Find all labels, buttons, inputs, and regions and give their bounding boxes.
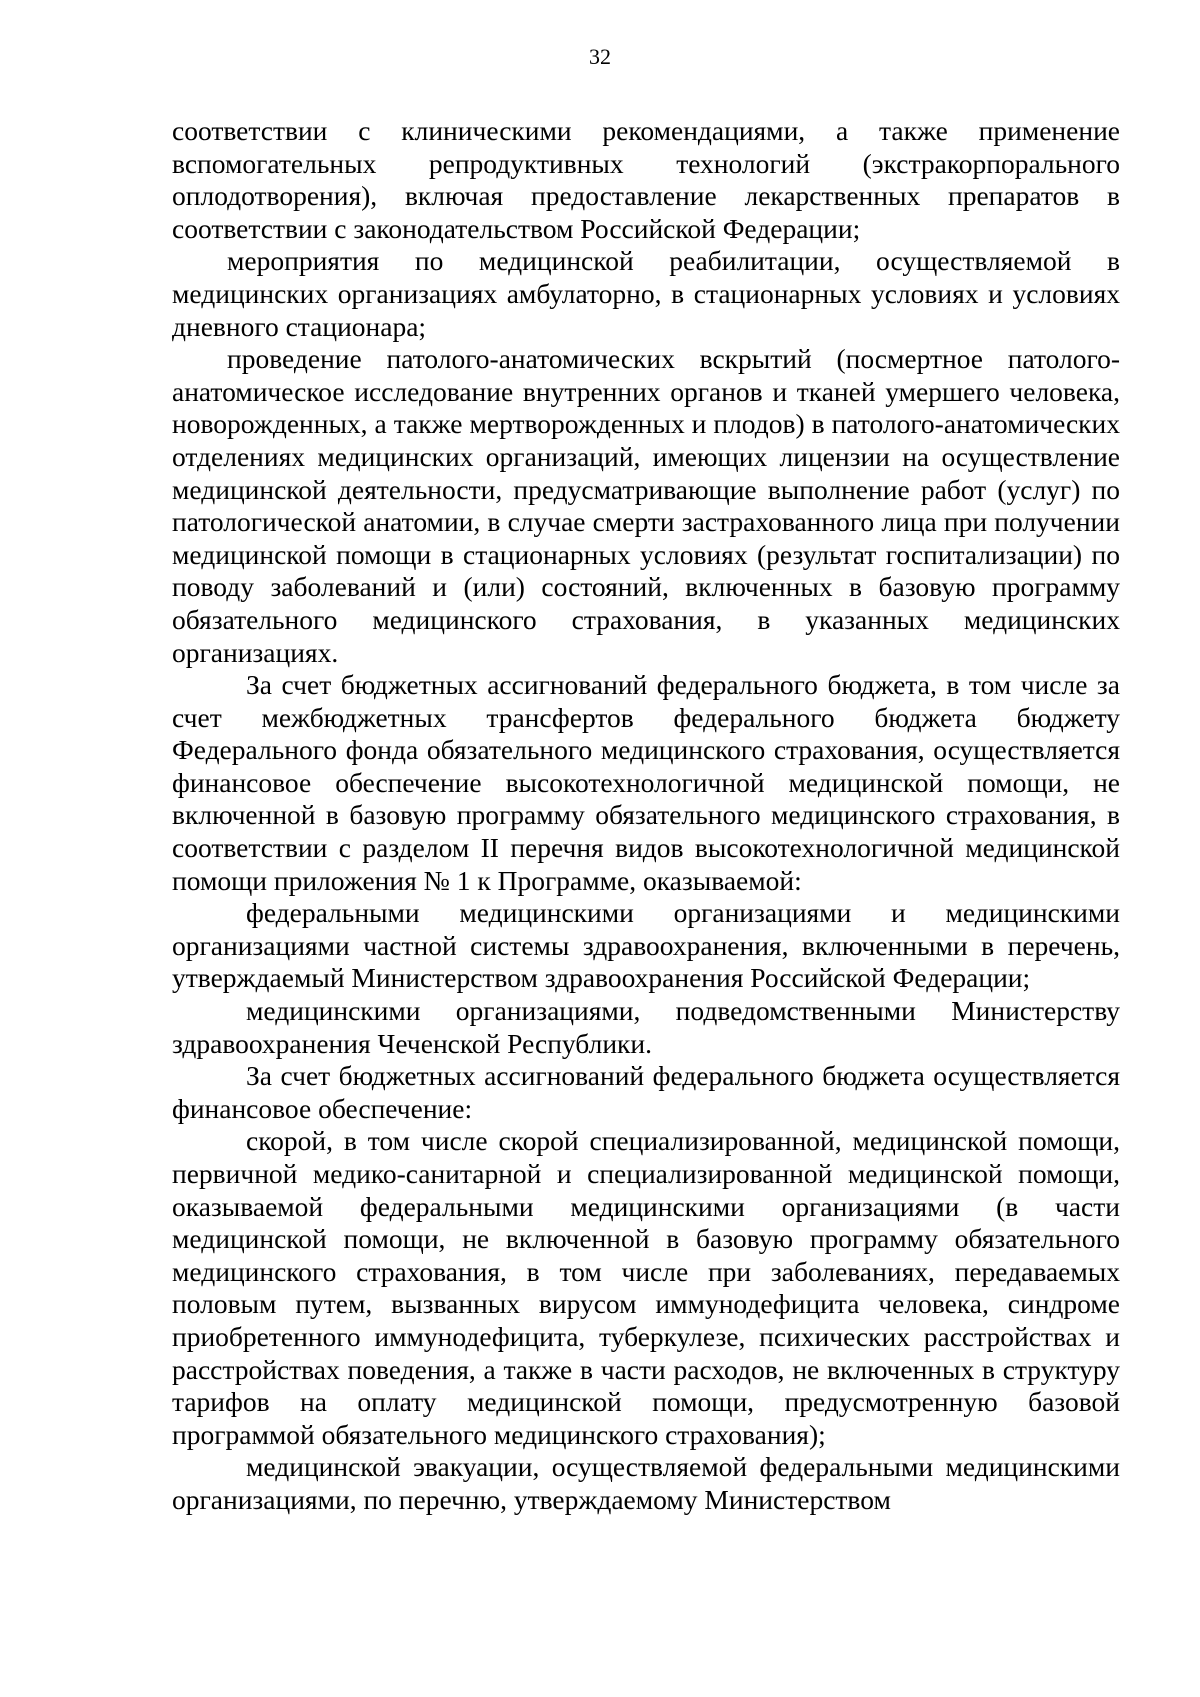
paragraph-rehabilitation: мероприятия по медицинской реабилитации, осуществляемой в медицинских организациях амбулаторно, в стационарных условиях и условиях дневного стационара; xyxy=(172,245,1120,342)
paragraph-autopsy: проведение патолого-анатомических вскрытий (посмертное патолого-анатомическое исследование внутренних органов и тканей умершего человека, новорожденных, а также мертворожденных и плодов) в патолого-анатомических отделениях медицинских организаций, имеющих лицензии на осуществление медицинской деятельности, предусматривающие выполнение работ (услуг) по патологической анатомии, в случае смерти застрахованного лица при получении медицинской помощи в стационарных условиях (результат госпитализации) по поводу заболеваний и (или) состояний, включенных в базовую программу обязательного медицинского страхования, в указанных медицинских организациях. xyxy=(172,343,1120,668)
paragraph-chechen-organizations: медицинскими организациями, подведомственными Министерству здравоохранения Чеченской Республики. xyxy=(172,995,1120,1059)
paragraph-federal-budget-financing: За счет бюджетных ассигнований федерального бюджета осуществляется финансовое обеспечение: xyxy=(172,1060,1120,1124)
document-body xyxy=(172,115,1120,1517)
paragraph-continuation: соответствии с клиническими рекомендациями, а также применение вспомогательных репродуктивных технологий (экстракорпорального оплодотворения), включая предоставление лекарственных препаратов в соответствии с законодательством Российской Федерации; xyxy=(172,115,1120,244)
paragraph-emergency-care: скорой, в том числе скорой специализированной, медицинской помощи, первичной медико-санитарной и специализированной медицинской помощи, оказываемой федеральными медицинскими организациями (в части медицинской помощи, не включенной в базовую программу обязательного медицинского страхования, в том числе при заболеваниях, передаваемых половым путем, вызванных вирусом иммунодефицита человека, синдроме приобретенного иммунодефицита, туберкулезе, психических расстройствах и расстройствах поведения, а также в части расходов, не включенных в структуру тарифов на оплату медицинской помощи, предусмотренную базовой программой обязательного медицинского страхования); xyxy=(172,1125,1120,1450)
page-number: 32 xyxy=(589,44,611,69)
paragraph-federal-budget-hightech: За счет бюджетных ассигнований федерального бюджета, в том числе за счет межбюджетных трансфертов федерального бюджета бюджету Федерального фонда обязательного медицинского страхования, осуществляется финансовое обеспечение высокотехнологичной медицинской помощи, не включенной в базовую программу обязательного медицинского страхования, в соответствии с разделом II перечня видов высокотехнологичной медицинской помощи приложения № 1 к Программе, оказываемой: xyxy=(172,669,1120,896)
paragraph-medical-evacuation: медицинской эвакуации, осуществляемой федеральными медицинскими организациями, по перечню, утверждаемому Министерством xyxy=(172,1451,1120,1515)
paragraph-federal-organizations: федеральными медицинскими организациями и медицинскими организациями частной системы здравоохранения, включенными в перечень, утверждаемый Министерством здравоохранения Российской Федерации; xyxy=(172,897,1120,994)
